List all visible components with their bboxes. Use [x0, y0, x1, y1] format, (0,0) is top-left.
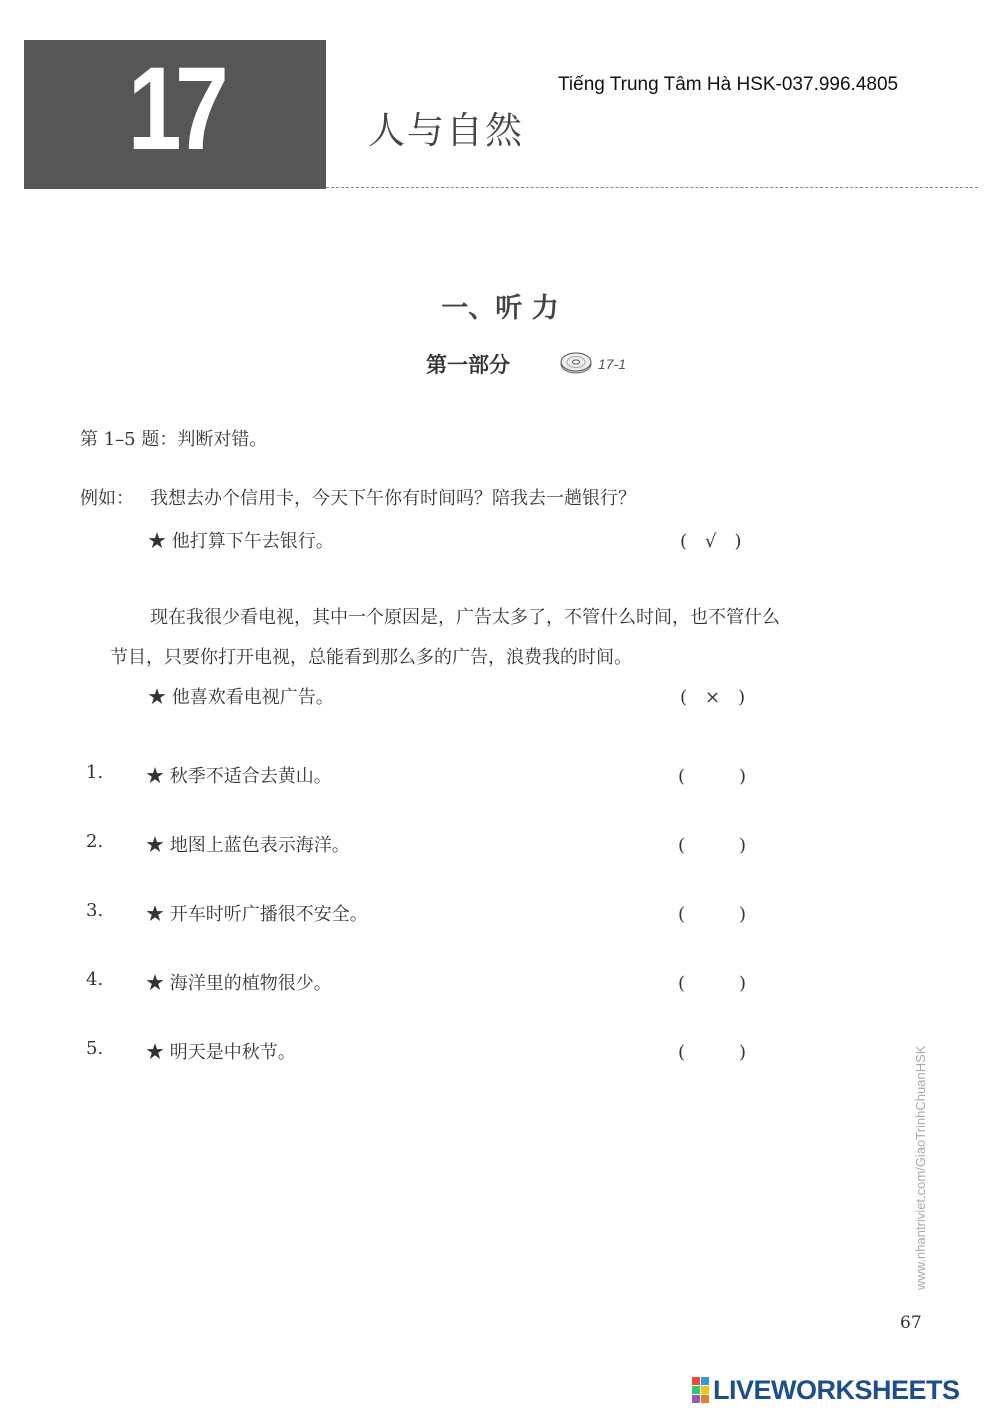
example-audio-text: 我想去办个信用卡，今天下午你有时间吗？陪我去一趟银行？: [150, 488, 636, 509]
question-statement: ★ 海洋里的植物很少。: [146, 973, 332, 994]
liveworksheets-footer[interactable]: [692, 1374, 960, 1406]
track-label: 17-1: [598, 356, 627, 372]
instruction: 第 1–5 题：判断对错。: [80, 429, 268, 450]
question-number: 2.: [86, 831, 104, 852]
page-number: 67: [900, 1313, 922, 1333]
lesson-title: 人与自然: [368, 109, 524, 152]
example2-line1: 现在我很少看电视，其中一个原因是，广告太多了，不管什么时间，也不管什么: [150, 607, 780, 628]
logo-cell: [701, 1386, 709, 1394]
logo-cell: [692, 1377, 700, 1385]
question-number: 5.: [86, 1038, 104, 1059]
logo-cell: [701, 1395, 709, 1403]
brand-text: LIVEWORKSHEETS: [713, 1374, 960, 1405]
example2-statement: ★ 他喜欢看电视广告。: [148, 687, 334, 708]
answer-blank[interactable]: ( ): [678, 835, 747, 856]
answer-blank[interactable]: ( ): [678, 766, 747, 787]
section-title: 一、听 力: [441, 293, 559, 324]
header-note: Tiếng Trung Tâm Hà HSK-037.996.4805: [558, 74, 899, 95]
question-number: 3.: [86, 900, 104, 921]
side-watermark: www.nhantriviet.com/GiaoTrinhChuanHSK: [913, 1045, 928, 1290]
answer-blank[interactable]: ( ): [678, 1042, 747, 1063]
answer-blank[interactable]: ( ): [678, 973, 747, 994]
example-answer: ( √ ): [680, 531, 742, 552]
question-statement: ★ 地图上蓝色表示海洋。: [146, 835, 350, 856]
lesson-number-block: [24, 40, 326, 189]
example2-line2: 节目，只要你打开电视，总能看到那么多的广告，浪费我的时间。: [110, 647, 632, 668]
question-statement: ★ 秋季不适合去黄山。: [146, 766, 332, 787]
cd-icon[interactable]: [560, 352, 592, 374]
logo-cell: [701, 1377, 709, 1385]
header-divider: [326, 187, 978, 188]
question-number: 1.: [86, 762, 104, 783]
logo-cell: [692, 1395, 700, 1403]
part-title: 第一部分: [426, 352, 510, 377]
question-number: 4.: [86, 969, 104, 990]
logo-cell: [692, 1386, 700, 1394]
answer-blank[interactable]: ( ): [678, 904, 747, 925]
question-statement: ★ 开车时听广播很不安全。: [146, 904, 368, 925]
lesson-number: 17: [127, 43, 223, 175]
example2-answer: ( × ): [680, 687, 746, 708]
example-statement: ★ 他打算下午去银行。: [148, 531, 334, 552]
example-label: 例如：: [80, 488, 134, 509]
brand-logo-icon: [692, 1377, 709, 1403]
question-statement: ★ 明天是中秋节。: [146, 1042, 296, 1063]
